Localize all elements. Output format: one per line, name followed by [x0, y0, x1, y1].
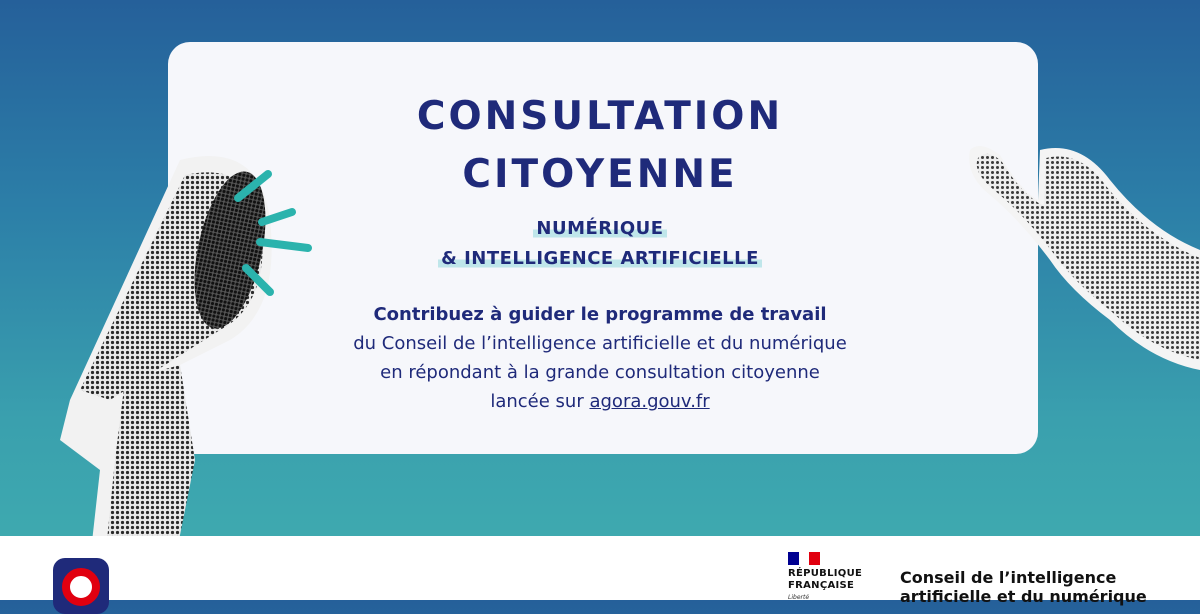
description-bold-line: Contribuez à guider le programme de travail [373, 304, 827, 325]
hand-icon [960, 140, 1200, 430]
council-line-2: artificielle et du numérique [900, 587, 1147, 606]
agora-logo-icon [53, 558, 109, 614]
rf-motto: Liberté [788, 594, 810, 601]
description-line-2: du Conseil de l’intelligence artificielle et du numérique [353, 333, 847, 354]
description-line-4: lancée sur [490, 391, 590, 412]
footer-curve [168, 536, 228, 600]
description [250, 300, 950, 416]
french-flag-icon [788, 552, 820, 565]
description-line-3: en répondant à la grande consultation citoyenne [380, 362, 820, 383]
subtitle-line-1: NUMÉRIQUE [533, 218, 666, 239]
title-line-2: CITOYENNE [462, 152, 738, 197]
megaphone-icon [30, 140, 350, 560]
republique-francaise-logo [788, 552, 878, 600]
rf-line-1: RÉPUBLIQUE [788, 568, 863, 579]
council-name [900, 568, 1147, 606]
title-line-1: CONSULTATION [416, 94, 784, 139]
subtitle-line-2: & INTELLIGENCE ARTIFICIELLE [438, 248, 762, 269]
agora-link[interactable]: agora.gouv.fr [589, 391, 710, 412]
rf-text [788, 568, 862, 592]
rf-line-2: FRANÇAISE [788, 580, 855, 591]
council-line-1: Conseil de l’intelligence [900, 568, 1117, 587]
